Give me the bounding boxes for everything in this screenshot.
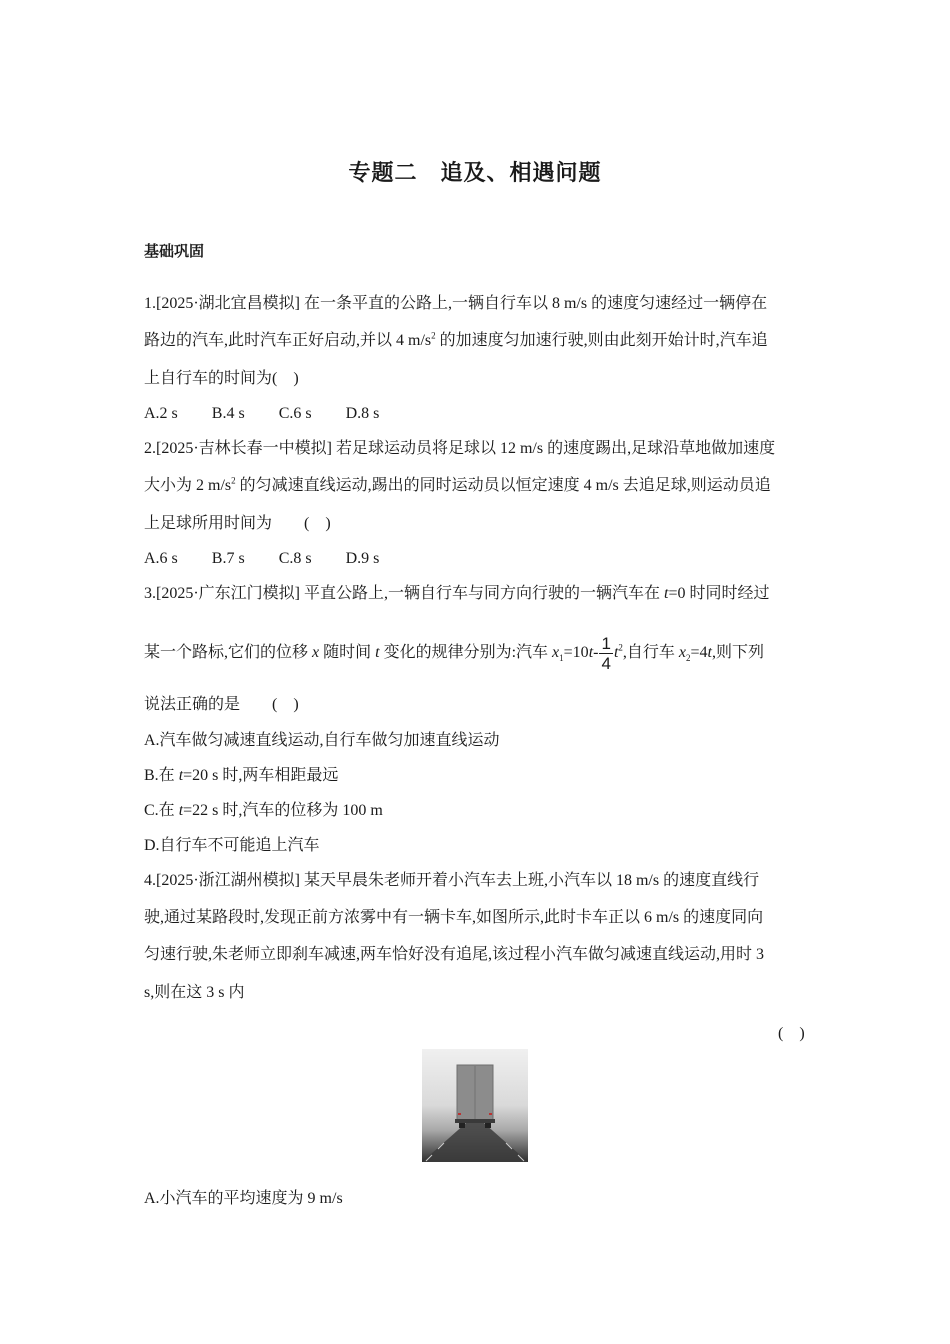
answer-bracket: ( ) xyxy=(778,1025,805,1042)
q2-option-d[interactable]: D.9 s xyxy=(345,550,380,567)
q4-line-2: 驶,通过某路段时,发现正前方浓雾中有一辆卡车,如图所示,此时卡车正以 6 m/s 的速度同向 xyxy=(144,909,764,926)
q2-line-2: 大小为 2 $m/s^2$ 的匀减速直线运动,踢出的同时运动员以恒定速度 4 m/s 去追足球,则运动员追 xyxy=(144,475,771,494)
q2-option-c[interactable]: C.8 s xyxy=(278,550,312,567)
q3-option-d[interactable]: D.自行车不可能追上汽车 xyxy=(144,837,320,854)
q1-option-c[interactable]: C.6 s xyxy=(278,405,312,422)
fraction-one-quarter: $\frac{1}{4}$ xyxy=(601,633,611,673)
q4-option-a[interactable]: A.小汽车的平均速度为 9 m/s xyxy=(144,1190,343,1207)
q1-option-d[interactable]: D.8 s xyxy=(345,405,380,422)
q3-option-b[interactable]: B.在 t=20 s 时,两车相距最远 xyxy=(144,767,339,784)
q2-line-3: 上足球所用时间为 ( ) xyxy=(144,515,331,532)
foggy-truck-photo xyxy=(422,1049,528,1162)
q4-line-1: 4.[2025·浙江湖州模拟] 某天早晨朱老师开着小汽车去上班,小汽车以 18 m/s 的速度直线行 xyxy=(144,872,760,889)
q3-option-c[interactable]: C.在 t=22 s 时,汽车的位移为 100 m xyxy=(144,802,383,819)
q2-options xyxy=(144,549,814,569)
q1-line-2: 路边的汽车,此时汽车正好启动,并以 4 $m/s^2$ 的加速度匀加速行驶,则由此刻开始计时,汽车追 xyxy=(144,330,768,349)
q1-option-a[interactable]: A.2 s xyxy=(144,405,178,422)
q2-line-1: 2.[2025·吉林长春一中模拟] 若足球运动员将足球以 12 m/s 的速度踢出,足球沿草地做加速度 xyxy=(144,440,776,457)
q4-line-3: 匀速行驶,朱老师立即刹车减速,两车恰好没有追尾,该过程小汽车做匀减速直线运动,用时 3 xyxy=(144,946,765,963)
q3-option-a[interactable]: A.汽车做匀减速直线运动,自行车做匀加速直线运动 xyxy=(144,732,500,749)
q3-line-1: 3.[2025·广东江门模拟] 平直公路上,一辆自行车与同方向行驶的一辆汽车在 t=0 时同时经过 xyxy=(144,585,770,602)
q3-line-3: 说法正确的是 ( ) xyxy=(144,696,299,713)
q2-option-a[interactable]: A.6 s xyxy=(144,550,178,567)
q1-option-b[interactable]: B.4 s xyxy=(211,405,245,422)
q1-line-3: 上自行车的时间为( ) xyxy=(144,370,299,387)
q1-line-1: 1.[2025·湖北宜昌模拟] 在一条平直的公路上,一辆自行车以 8 m/s 的速度匀速经过一辆停在 xyxy=(144,295,768,312)
q1-options xyxy=(144,404,814,424)
page-title: 专题二 追及、相遇问题 xyxy=(348,161,602,186)
q4-line-4: s,则在这 3 s 内 xyxy=(144,984,245,1001)
section-heading: 基础巩固 xyxy=(144,242,205,260)
q3-line-2: 某一个路标,它们的位移 x 随时间 t 变化的规律分别为:汽车 $x_1=10t-$ $\frac{1}{4}$ $t^2$,自行车 $x_2=4t$,则下列 xyxy=(144,633,765,673)
q2-option-b[interactable]: B.7 s xyxy=(211,550,245,567)
